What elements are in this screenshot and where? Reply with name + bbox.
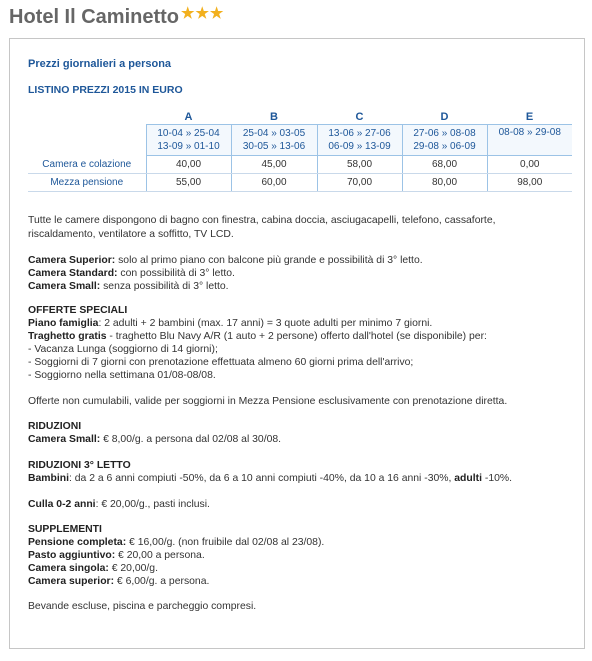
column-letter-a: A: [184, 110, 193, 123]
offers-note: Offerte non cumulabili, valide per soggiorni in Mezza Pensione esclusivamente con prenotazione diretta.: [28, 396, 508, 407]
supplement-single: [28, 563, 158, 576]
row-label: Camera e colazione: [28, 156, 146, 174]
room-small-text: senza possibilità di 3° letto.: [100, 281, 229, 292]
date-range: 13-09 » 01-10: [157, 141, 220, 152]
third-bed-heading: [28, 460, 131, 473]
price-list-title: LISTINO PREZZI 2015 IN EURO: [28, 84, 183, 96]
crib-label: Culla 0-2 anni: [28, 499, 96, 510]
room-standard-text: con possibilità di 3° letto.: [117, 268, 235, 279]
third-bed-adults-text: -10%.: [482, 473, 513, 484]
column-dates-e: [487, 125, 572, 156]
price-cell: 40,00: [146, 156, 231, 174]
date-range: 27-06 » 08-08: [413, 128, 476, 139]
column-dates-c: [317, 125, 402, 156]
date-range: 10-04 » 25-04: [157, 128, 220, 139]
supplement-meal-text: € 20,00 a persona.: [115, 550, 205, 561]
third-bed-heading-text: RIDUZIONI 3° LETTO: [28, 460, 131, 471]
table-row: [28, 156, 572, 174]
price-cell: 55,00: [146, 174, 231, 192]
column-letter-d: D: [440, 110, 449, 123]
room-standard-label: Camera Standard:: [28, 268, 118, 279]
date-range: 06-09 » 13-09: [328, 141, 391, 152]
offer-ferry-label: Traghetto gratis: [28, 331, 107, 342]
supplement-full-text: € 16,00/g. (non fruibile dal 02/08 al 23/08).: [126, 537, 325, 548]
offer-ferry: [28, 331, 487, 344]
offer-ferry-text: - traghetto Blu Navy A/R (1 auto + 2 persone) offerto dall'hotel (se disponibile) per:: [106, 331, 487, 342]
table-row: [28, 174, 572, 192]
supplements-heading: [28, 524, 102, 537]
room-small-label: Camera Small:: [28, 281, 101, 292]
price-cell: 45,00: [231, 156, 317, 174]
price-cell: 98,00: [487, 174, 572, 192]
supplement-superior-text: € 6,00/g. a persona.: [114, 576, 210, 587]
hotel-title: [9, 6, 224, 29]
offer-ferry-item: - Vacanza Lunga (soggiorno di 14 giorni);: [28, 344, 218, 355]
reduction-small-label: Camera Small:: [28, 434, 101, 445]
column-letter-b: B: [270, 110, 278, 123]
price-cell: 60,00: [231, 174, 317, 192]
price-cell: 58,00: [317, 156, 402, 174]
hotel-name: Hotel Il Caminetto: [9, 6, 180, 28]
supplement-meal-label: Pasto aggiuntivo:: [28, 550, 116, 561]
offers-heading: [28, 305, 127, 318]
date-range: 30-05 » 13-06: [242, 141, 306, 152]
column-dates-d: [402, 125, 487, 156]
supplement-superior-label: Camera superior:: [28, 576, 115, 587]
column-letter-c: C: [355, 110, 364, 123]
rating-stars-icon: ★★★: [181, 5, 225, 22]
intro-line: Tutte le camere dispongono di bagno con finestra, cabina doccia, asciugacapelli, telefono, cassaforte,: [28, 215, 496, 226]
column-dates-b: [231, 125, 317, 156]
column-letter-e: E: [525, 110, 534, 123]
price-cell: 0,00: [487, 156, 572, 174]
reductions-heading: [28, 421, 81, 434]
offer-ferry-item: - Soggiorno nella settimana 01/08-08/08.: [28, 370, 216, 381]
supplement-single-text: € 20,00/g.: [108, 563, 158, 574]
room-small: [28, 281, 229, 294]
room-superior-text: solo al primo piano con balcone più grande e possibilità di 3° letto.: [115, 255, 423, 266]
third-bed-reductions: [28, 473, 512, 486]
offer-family-label: Piano famiglia: [28, 318, 99, 329]
date-range: 29-08 » 06-09: [413, 141, 476, 152]
supplements-heading-text: SUPPLEMENTI: [28, 524, 102, 535]
prices-heading: Prezzi giornalieri a persona: [28, 58, 172, 70]
offers-heading-text: OFFERTE SPECIALI: [28, 305, 128, 316]
supplement-single-label: Camera singola:: [28, 563, 109, 574]
third-bed-adults-label: adulti: [454, 473, 482, 484]
price-cell: 68,00: [402, 156, 487, 174]
crib-text: : € 20,00/g., pasti inclusi.: [95, 499, 210, 510]
room-superior: [28, 255, 423, 268]
offer-ferry-item: - Soggiorni di 7 giorni con prenotazione effettuata almeno 60 giorni prima dell'arrivo;: [28, 357, 414, 368]
price-table: [28, 109, 572, 192]
room-standard: [28, 268, 235, 281]
offer-family-text: : 2 adulti + 2 bambini (max. 17 anni) = 3 quote adulti per minimo 7 giorni.: [98, 318, 433, 329]
date-range: 08-08 » 29-08: [498, 127, 561, 138]
column-dates-a: [146, 125, 231, 156]
third-bed-children-label: Bambini: [28, 473, 69, 484]
price-cell: 70,00: [317, 174, 402, 192]
third-bed-children-text: : da 2 a 6 anni compiuti -50%, da 6 a 10 anni compiuti -40%, da 10 a 16 anni -30%,: [69, 473, 455, 484]
supplement-full-label: Pensione completa:: [28, 537, 127, 548]
date-range: 25-04 » 03-05: [242, 128, 306, 139]
reduction-small-text: € 8,00/g. a persona dal 02/08 al 30/08.: [100, 434, 282, 445]
reductions-heading-text: RIDUZIONI: [28, 421, 82, 432]
date-range: 13-06 » 27-06: [328, 128, 391, 139]
row-label: Mezza pensione: [28, 174, 146, 192]
crib: [28, 499, 210, 512]
supplement-full-board: [28, 537, 324, 550]
supplement-meal: [28, 550, 205, 563]
intro-line: riscaldamento, ventilatore a soffitto, TV LCD.: [28, 229, 234, 240]
price-cell: 80,00: [402, 174, 487, 192]
room-superior-label: Camera Superior:: [28, 255, 116, 266]
supplement-superior: [28, 576, 209, 589]
reduction-small: [28, 434, 281, 447]
offer-family: [28, 318, 432, 331]
footer-note: Bevande escluse, piscina e parcheggio compresi.: [28, 601, 257, 612]
